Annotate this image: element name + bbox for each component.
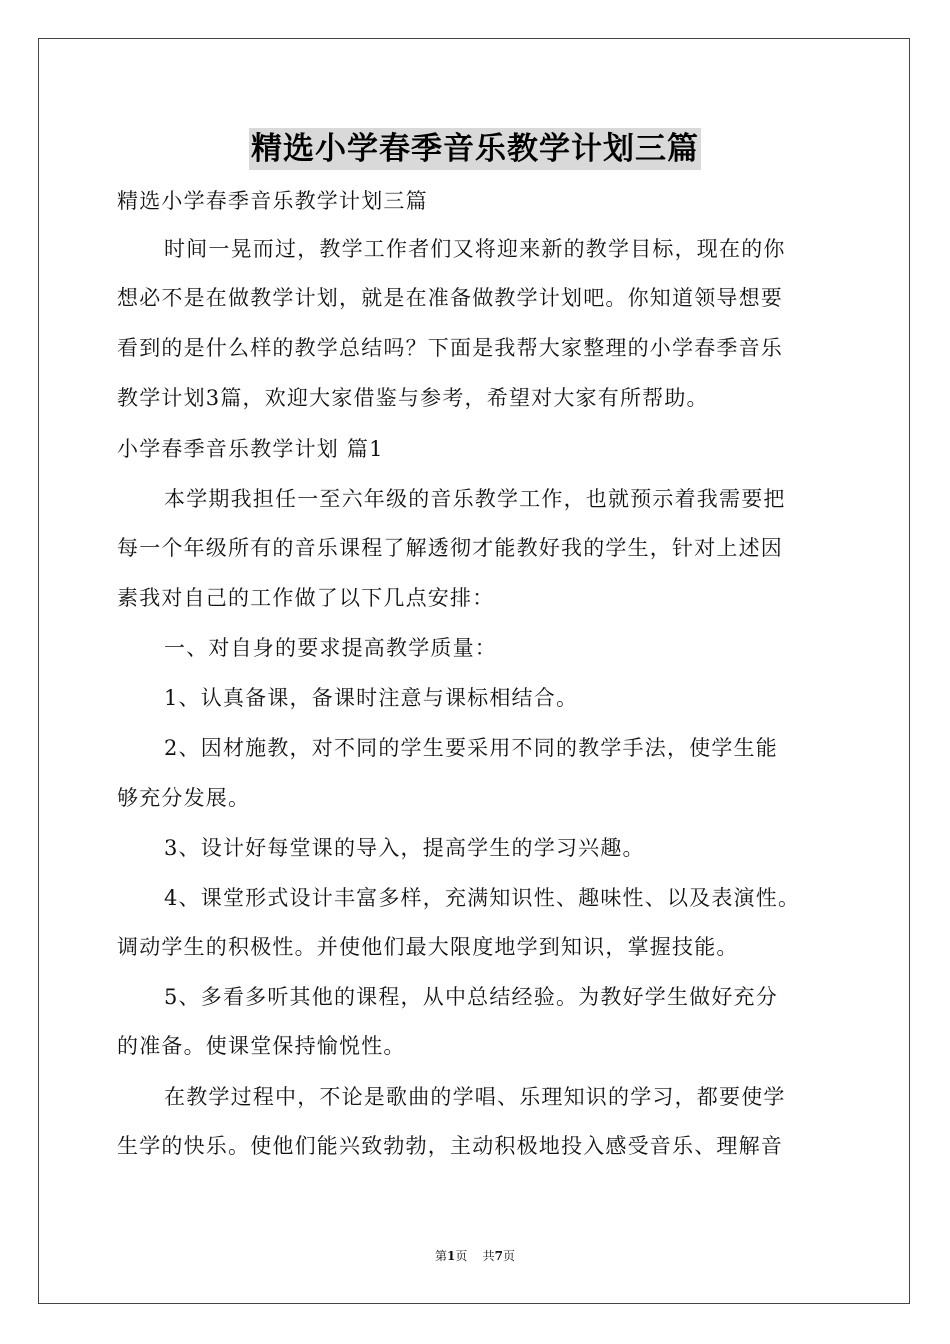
list-item: 2、因材施教，对不同的学生要采用不同的教学手法，使学生能: [164, 736, 778, 760]
section-heading: 小学春季音乐教学计划 篇1: [117, 437, 384, 461]
page-suffix: 页: [455, 1249, 468, 1263]
page-border: [38, 38, 910, 1304]
list-item-continuation: 调动学生的积极性。并使他们最大限度地学到知识，掌握技能。: [117, 935, 739, 959]
list-item: 1、认真备课，备课时注意与课标相结合。: [164, 686, 579, 710]
title-area: [0, 128, 950, 170]
paragraph-line: 每一个年级所有的音乐课程了解透彻才能教好我的学生，针对上述因: [117, 536, 783, 560]
paragraph-line: 生学的快乐。使他们能兴致勃勃，主动积极地投入感受音乐、理解音: [117, 1134, 783, 1158]
list-heading: 一、对自身的要求提高教学质量：: [164, 636, 497, 660]
page-footer: [0, 1248, 950, 1264]
list-item: 3、设计好每堂课的导入，提高学生的学习兴趣。: [164, 836, 645, 860]
paragraph-line: 素我对自己的工作做了以下几点安排：: [117, 586, 495, 610]
page-number: 1: [446, 1249, 456, 1263]
total-prefix: 共: [482, 1249, 495, 1263]
paragraph-line: 本学期我担任一至六年级的音乐教学工作，也就预示着我需要把: [164, 487, 786, 511]
list-item-continuation: 的准备。使课堂保持愉悦性。: [117, 1034, 406, 1058]
paragraph-line: 看到的是什么样的教学总结吗？下面是我帮大家整理的小学春季音乐: [117, 336, 783, 360]
total-suffix: 页: [503, 1249, 516, 1263]
subtitle-line: 精选小学春季音乐教学计划三篇: [117, 189, 428, 213]
paragraph-line: 想必不是在做教学计划，就是在准备做教学计划吧。你知道领导想要: [117, 286, 783, 310]
list-item: 5、多看多听其他的课程，从中总结经验。为教好学生做好充分: [164, 985, 778, 1009]
paragraph-line: 教学计划3篇，欢迎大家借鉴与参考，希望对大家有所帮助。: [117, 386, 709, 410]
paragraph-line: 在教学过程中，不论是歌曲的学唱、乐理知识的学习，都要使学: [164, 1085, 786, 1109]
total-pages: 7: [494, 1249, 503, 1263]
page-prefix: 第: [434, 1249, 447, 1263]
paragraph-line: 时间一晃而过，教学工作者们又将迎来新的教学目标，现在的你: [164, 237, 786, 261]
list-item-continuation: 够充分发展。: [117, 786, 251, 810]
document-title: 精选小学春季音乐教学计划三篇: [249, 128, 701, 170]
list-item: 4、课堂形式设计丰富多样，充满知识性、趣味性、以及表演性。: [164, 886, 801, 910]
